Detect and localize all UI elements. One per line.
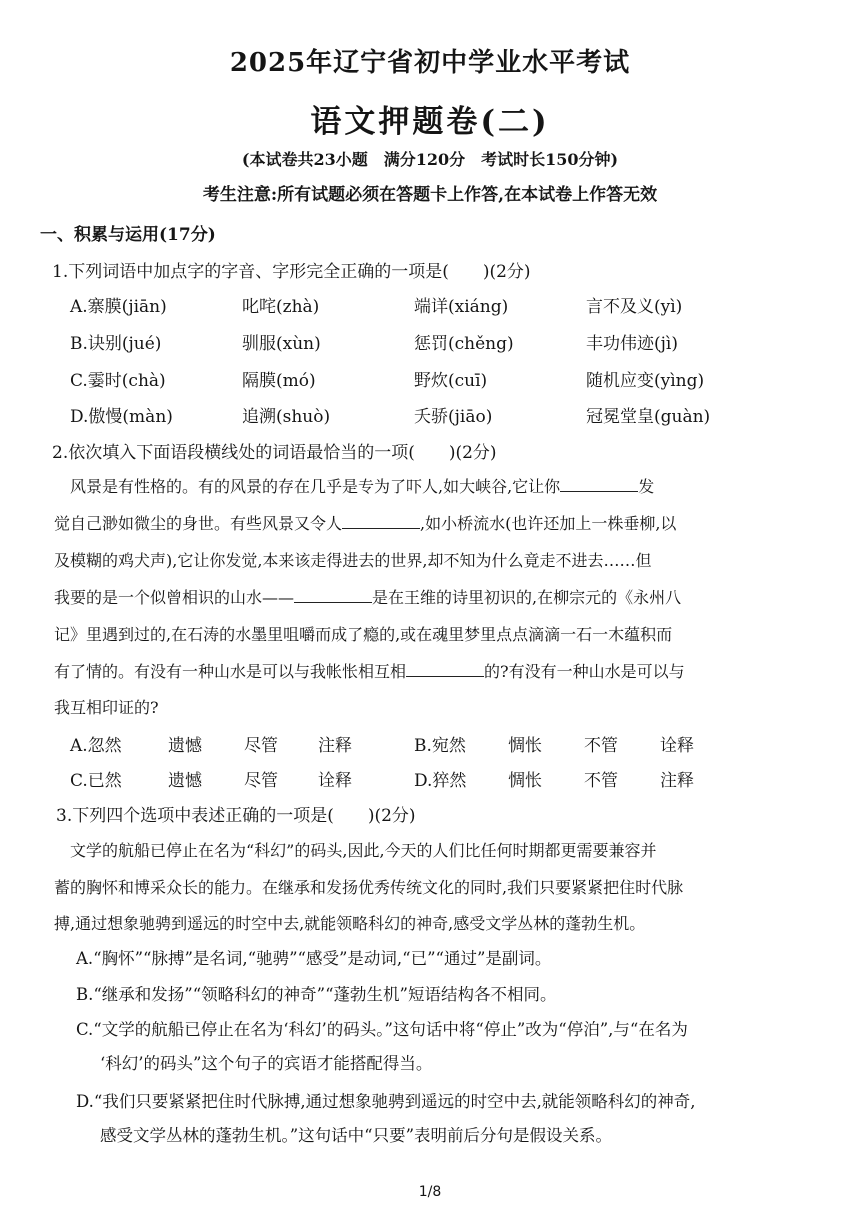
q1-option-d-4: 冠冕堂皇(guàn) (586, 407, 711, 427)
q2-option-c-4: 诠释 (318, 771, 352, 791)
q3-option-d-continued: 感受文学丛林的蓬勃生机。”这句话中“只要”表明前后分句是假设关系。 (100, 1126, 613, 1145)
exam-subtitle: 语文押题卷(二) (310, 104, 550, 140)
q2-option-d-2: 惆怅 (508, 771, 542, 791)
q2-blank-2 (342, 512, 420, 529)
q2-passage-line-4 (54, 585, 806, 608)
q2-passage-text: 发 (638, 477, 655, 496)
q1-option-a-1: A.寨膜(jiān) (70, 297, 167, 317)
q1-option-c-2: 隔膜(mó) (242, 371, 316, 391)
q2-option-a-4: 注释 (318, 736, 352, 756)
q2-option-d-3: 不管 (584, 771, 618, 791)
q3-passage-line-1: 文学的航船已停止在名为“科幻”的码头,因此,今天的人们比任何时期都更需要兼容并 (54, 841, 657, 860)
q2-passage-text: 的?有没有一种山水是可以与 (484, 662, 685, 681)
q3-option-d: D.“我们只要紧紧把住时代脉搏,通过想象驰骋到遥远的时空中去,就能领略科幻的神奇, (76, 1092, 696, 1111)
q1-option-a-4: 言不及义(yì) (586, 297, 683, 317)
q3-option-a: A.“胸怀”“脉搏”是名词,“驰骋”“感受”是动词,“已”“通过”是副词。 (76, 949, 552, 968)
q2-passage-text: 及模糊的鸡犬声),它让你发觉,本来该走得进去的世界,却不知为什么竟走不进去……但 (54, 551, 652, 570)
q2-blank-4 (406, 660, 484, 677)
q2-passage-line-3 (54, 548, 806, 571)
q1-option-c-3: 野炊(cuī) (414, 371, 488, 391)
q2-passage-text: 我要的是一个似曾相识的山水—— (54, 588, 295, 607)
q2-passage-line-7 (54, 695, 806, 718)
q1-option-b-1: B.诀别(jué) (70, 334, 162, 354)
q2-option-a-2: 遗憾 (168, 736, 202, 756)
q2-option-b-2: 惆怅 (508, 736, 542, 756)
q2-option-c-3: 尽管 (244, 771, 278, 791)
q2-passage-text: 有了情的。有没有一种山水是可以与我帐怅相互相 (54, 662, 407, 681)
q2-option-d-4: 注释 (660, 771, 694, 791)
q1-option-b-2: 驯服(xùn) (242, 334, 321, 354)
question-2-stem: 2.依次填入下面语段横线处的词语最恰当的一项( )(2分) (52, 443, 497, 463)
q2-passage-line-2 (54, 511, 806, 534)
q2-passage-text: 我互相印证的? (54, 698, 159, 717)
q2-passage-text: 是在王维的诗里初识的,在柳宗元的《永州八 (372, 588, 682, 607)
section-heading: 一、积累与运用(17分) (40, 225, 216, 245)
q2-passage-line-1 (54, 474, 806, 497)
q2-passage-text: 觉自己渺如微尘的身世。有些风景又令人 (54, 514, 343, 533)
page-number: 1/8 (418, 1184, 442, 1200)
q1-option-a-3: 端详(xiáng) (414, 297, 509, 317)
q2-passage-text: 风景是有性格的。有的风景的存在几乎是专为了吓人,如大峡谷,它让你 (54, 477, 561, 496)
q2-blank-3 (294, 586, 372, 603)
q1-option-d-3: 夭骄(jiāo) (414, 407, 493, 427)
q3-option-b: B.“继承和发扬”“领略科幻的神奇”“蓬勃生机”短语结构各不相同。 (76, 985, 557, 1004)
q3-passage-line-3: 搏,通过想象驰骋到遥远的时空中去,就能领略科幻的神奇,感受文学丛林的蓬勃生机。 (54, 914, 646, 933)
q1-option-c-4: 随机应变(yìng) (586, 371, 705, 391)
exam-info: (本试卷共23小题 满分120分 考试时长150分钟) (241, 150, 619, 169)
q2-passage-line-5 (54, 622, 806, 645)
q2-option-a-1: A.忽然 (70, 736, 122, 756)
q2-option-b-3: 不管 (584, 736, 618, 756)
q3-option-c: C.“文学的航船已停止在名为‘科幻’的码头。”这句话中将“停止”改为“停泊”,与“在名为 (76, 1020, 688, 1039)
q2-passage-line-6 (54, 659, 806, 682)
q2-option-b-4: 诠释 (660, 736, 694, 756)
q2-option-a-3: 尽管 (244, 736, 278, 756)
q1-option-c-1: C.霎时(chà) (70, 371, 166, 391)
q2-blank-1 (560, 475, 638, 492)
q2-option-b-1: B.宛然 (414, 736, 466, 756)
question-1-stem: 1.下列词语中加点字的字音、字形完全正确的一项是( )(2分) (52, 262, 531, 282)
q1-option-d-1: D.傲慢(màn) (70, 407, 173, 427)
q1-option-a-2: 叱咤(zhà) (242, 297, 320, 317)
q1-option-d-2: 追溯(shuò) (242, 407, 331, 427)
q2-passage-text: 记》里遇到过的,在石涛的水墨里咀嚼而成了瘾的,或在魂里梦里点点滴滴一石一木蕴积而 (54, 625, 673, 644)
q2-option-c-2: 遗憾 (168, 771, 202, 791)
q2-option-c-1: C.已然 (70, 771, 122, 791)
q1-option-b-3: 惩罚(chěng) (414, 334, 514, 354)
q1-option-b-4: 丰功伟迹(jì) (586, 334, 678, 354)
q3-passage-line-2: 蓄的胸怀和博采众长的能力。在继承和发扬优秀传统文化的同时,我们只要紧紧把住时代脉 (54, 878, 684, 897)
q2-passage-text: ,如小桥流水(也许还加上一株垂柳,以 (420, 514, 677, 533)
q3-option-c-continued: ‘科幻’的码头”这个句子的宾语才能搭配得当。 (100, 1054, 433, 1073)
q2-option-d-1: D.猝然 (414, 771, 467, 791)
exam-notice: 考生注意:所有试题必须在答题卡上作答,在本试卷上作答无效 (202, 185, 658, 205)
question-3-stem: 3.下列四个选项中表述正确的一项是( )(2分) (56, 806, 416, 826)
exam-title: 2025年辽宁省初中学业水平考试 (229, 48, 631, 78)
